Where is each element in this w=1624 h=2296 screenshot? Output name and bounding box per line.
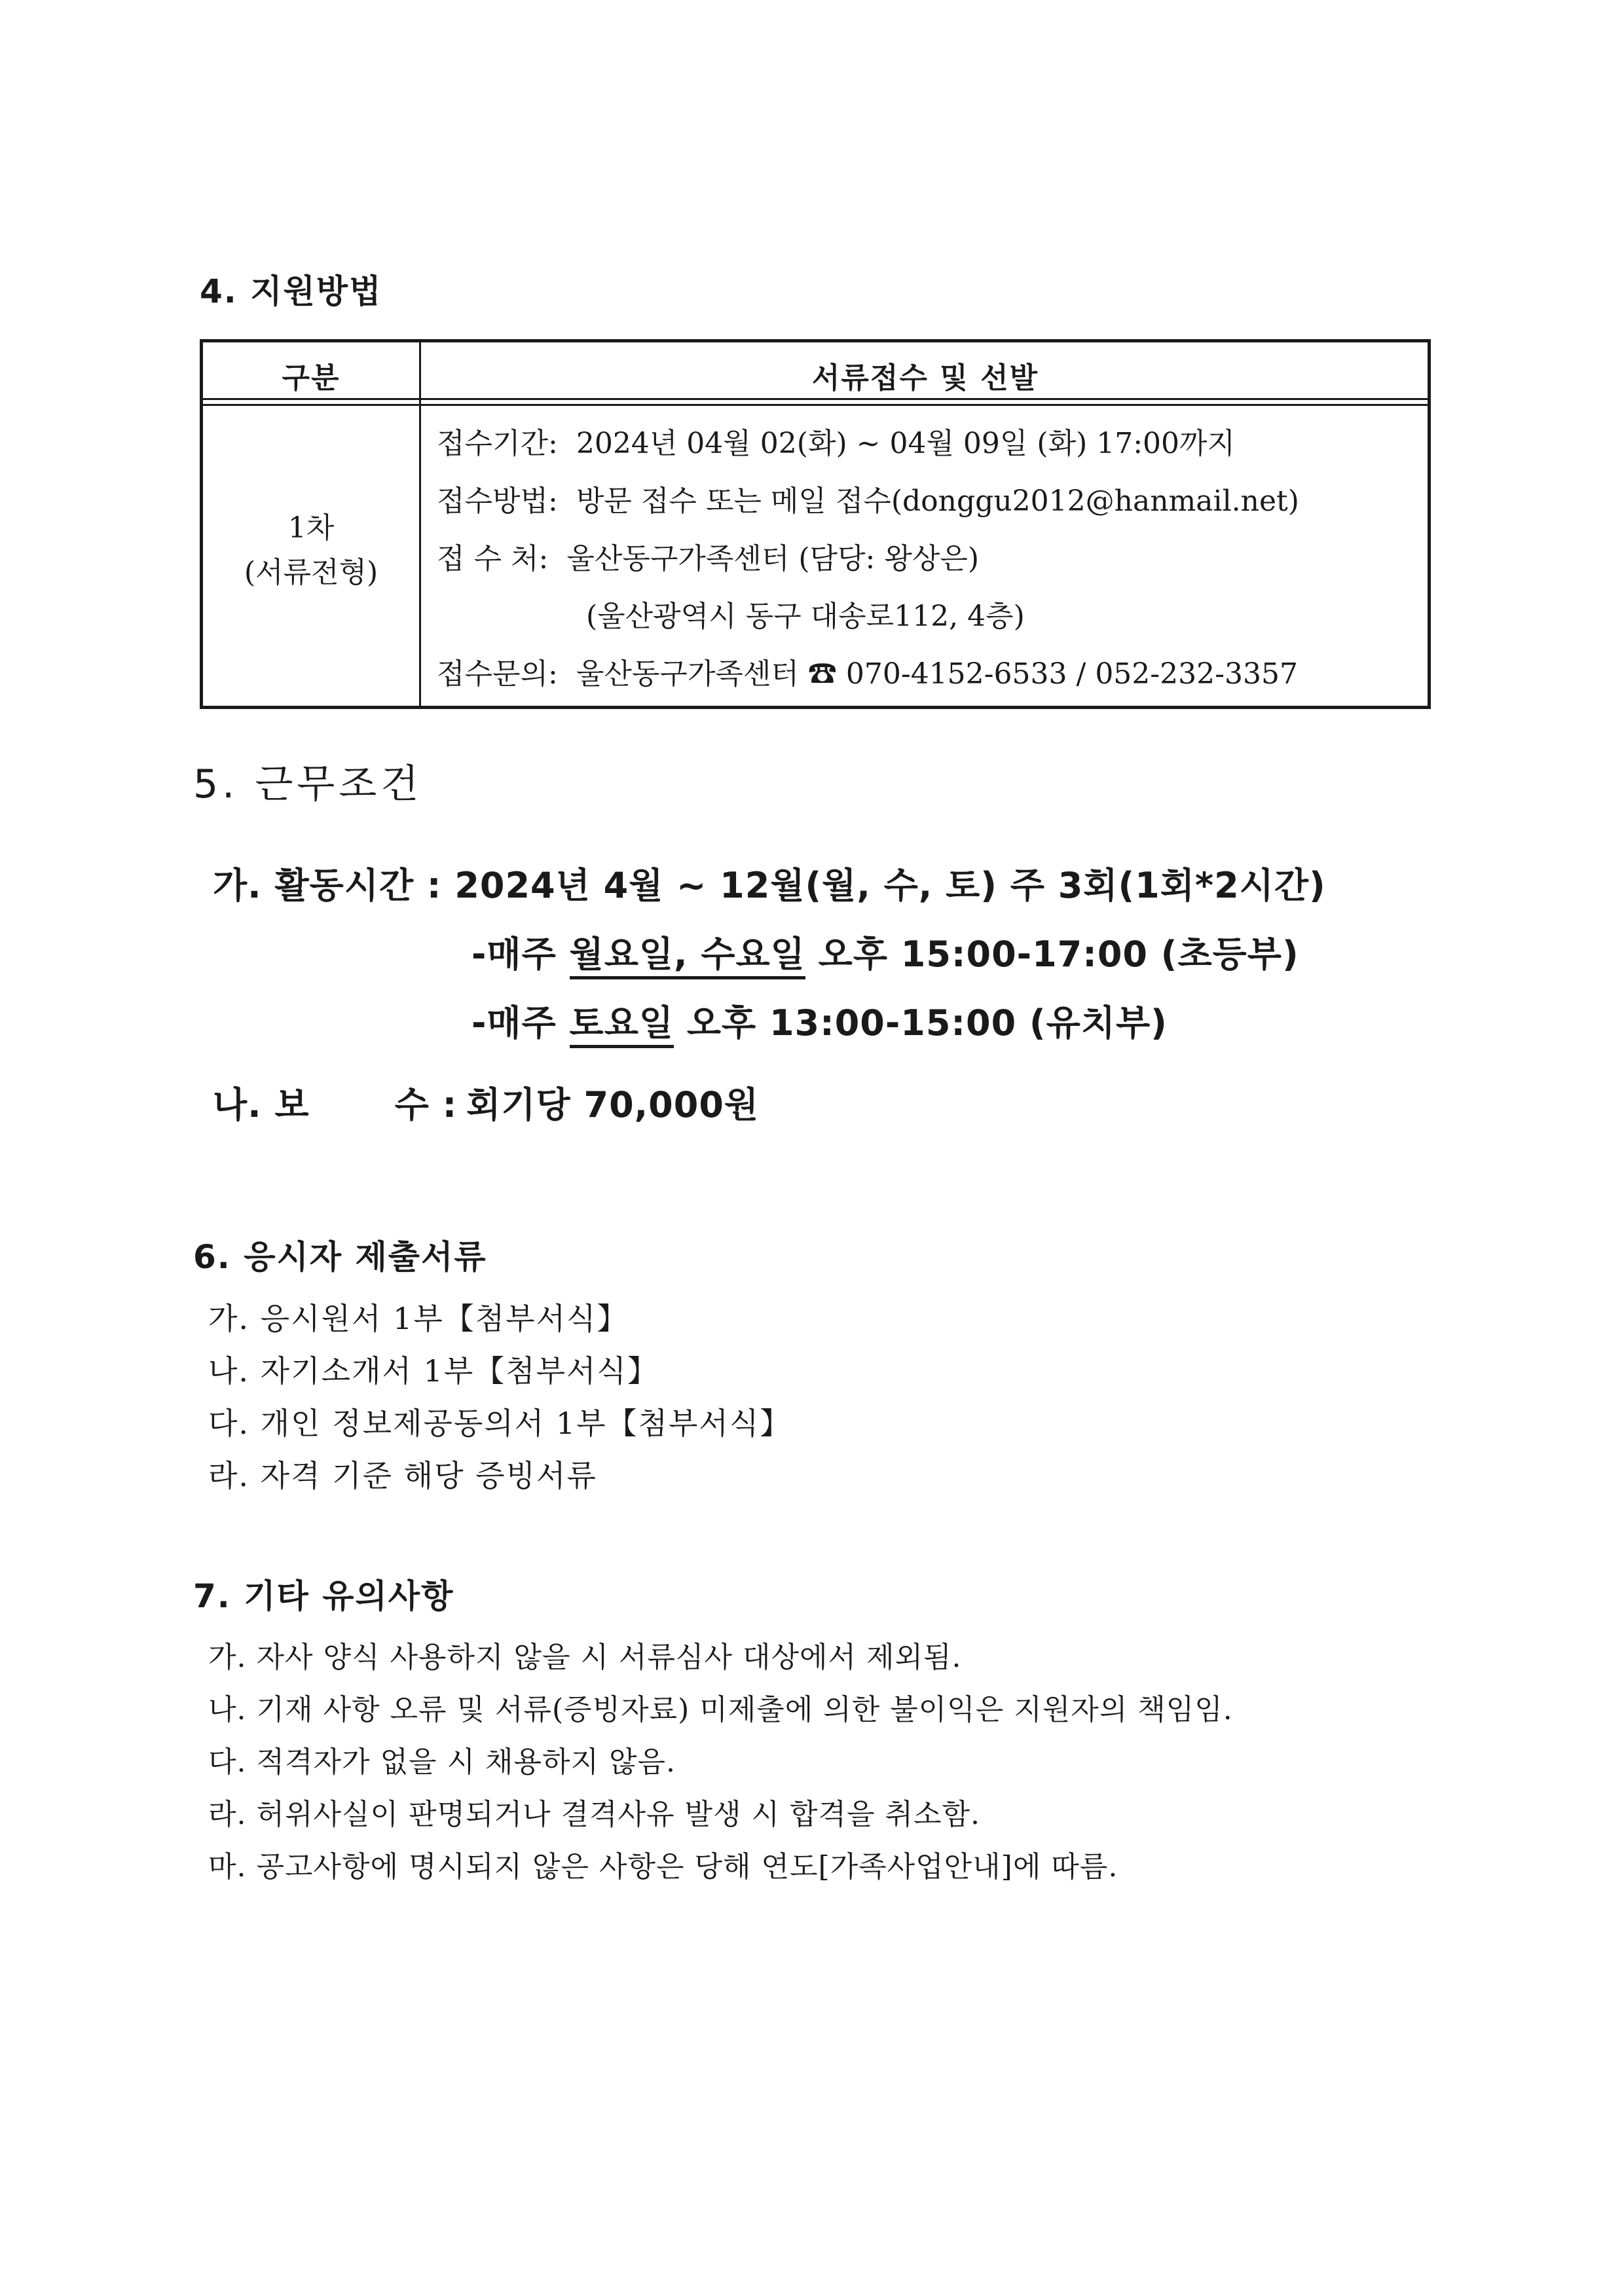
row-label-method: 접수방법: bbox=[437, 484, 558, 518]
table-row bbox=[437, 420, 1235, 462]
table-column-divider bbox=[419, 342, 421, 706]
section-6-heading: 6. 응시자 제출서류 bbox=[193, 1238, 487, 1276]
round-label: 1차 bbox=[287, 511, 335, 545]
list-item: 라. 자격 기준 해당 증빙서류 bbox=[208, 1458, 597, 1493]
table-row bbox=[437, 477, 1299, 519]
schedule-days-elementary: 월요일, 수요일 bbox=[570, 934, 805, 979]
section-7-heading: 7. 기타 유의사항 bbox=[193, 1577, 454, 1615]
pay-value: 회기당 70,000원 bbox=[466, 1084, 760, 1125]
row-value-location: 울산동구가족센터 (담당: 왕상은) bbox=[566, 542, 979, 575]
table-header-divider-double bbox=[203, 404, 1428, 406]
schedule-prefix: -매주 bbox=[471, 934, 570, 975]
schedule-prefix: -매주 bbox=[471, 1002, 570, 1044]
table-row bbox=[437, 650, 1298, 692]
table-row bbox=[437, 535, 979, 577]
schedule-time-kindergarten: 오후 13:00-15:00 (유치부) bbox=[674, 1002, 1168, 1044]
row-value-period: 2024년 04월 02(화) ~ 04월 09일 (화) 17:00까지 bbox=[576, 427, 1236, 460]
schedule-time-elementary: 오후 15:00-17:00 (초등부) bbox=[805, 934, 1299, 975]
table-header-category: 구분 bbox=[282, 361, 341, 395]
row-value-method: 방문 접수 또는 메일 접수(donggu2012@hanmail.net) bbox=[576, 484, 1299, 518]
row-label-period: 접수기간: bbox=[437, 427, 558, 460]
list-item: 다. 개인 정보제공동의서 1부【첨부서식】 bbox=[208, 1406, 792, 1441]
row-label-location: 접 수 처: bbox=[437, 542, 549, 575]
list-item: 라. 허위사실이 판명되거나 결격사유 발생 시 합격을 취소함. bbox=[208, 1798, 980, 1831]
list-item: 나. 기재 사항 오류 및 서류(증빙자료) 미제출에 의한 불이익은 지원자의 책임임. bbox=[208, 1693, 1233, 1726]
table-header-divider bbox=[203, 398, 1428, 400]
table-cell-round bbox=[203, 506, 419, 595]
row-value-inquiry: 울산동구가족센터 ☎ 070-4152-6533 / 052-232-3357 bbox=[576, 657, 1298, 691]
pay-line bbox=[213, 1077, 759, 1127]
schedule-elementary-line bbox=[471, 926, 1299, 977]
schedule-days-kindergarten: 토요일 bbox=[570, 1002, 674, 1048]
table-row bbox=[586, 592, 1025, 634]
table-header-screening: 서류접수 및 선발 bbox=[811, 361, 1039, 395]
row-label-inquiry: 접수문의: bbox=[437, 657, 558, 691]
round-type-label: (서류전형) bbox=[244, 556, 378, 589]
section-4-heading: 4. 지원방법 bbox=[200, 272, 382, 310]
activity-time-line bbox=[213, 858, 1326, 908]
pay-label: 나. 보 bbox=[213, 1084, 310, 1125]
section-5-heading: 5. 근무조건 bbox=[193, 761, 423, 807]
schedule-kindergarten-line bbox=[471, 995, 1168, 1046]
list-item: 마. 공고사항에 명시되지 않은 사항은 당해 연도[가족사업안내]에 따름. bbox=[208, 1850, 1118, 1884]
activity-time-value: 2024년 4월 ~ 12월(월, 수, 토) 주 3회(1회*2시간) bbox=[454, 865, 1326, 906]
list-item: 다. 적격자가 없을 시 채용하지 않음. bbox=[208, 1745, 676, 1779]
list-item: 가. 자사 양식 사용하지 않을 시 서류심사 대상에서 제외됨. bbox=[208, 1641, 962, 1674]
list-item: 가. 응시원서 1부【첨부서식】 bbox=[208, 1301, 629, 1336]
activity-time-label: 가. 활동시간 : bbox=[213, 865, 455, 906]
row-value-address: (울산광역시 동구 대송로112, 4층) bbox=[586, 600, 1025, 633]
list-item: 나. 자기소개서 1부【첨부서식】 bbox=[208, 1353, 659, 1389]
application-method-table bbox=[200, 339, 1431, 709]
pay-label-2: 수 : bbox=[394, 1084, 458, 1125]
